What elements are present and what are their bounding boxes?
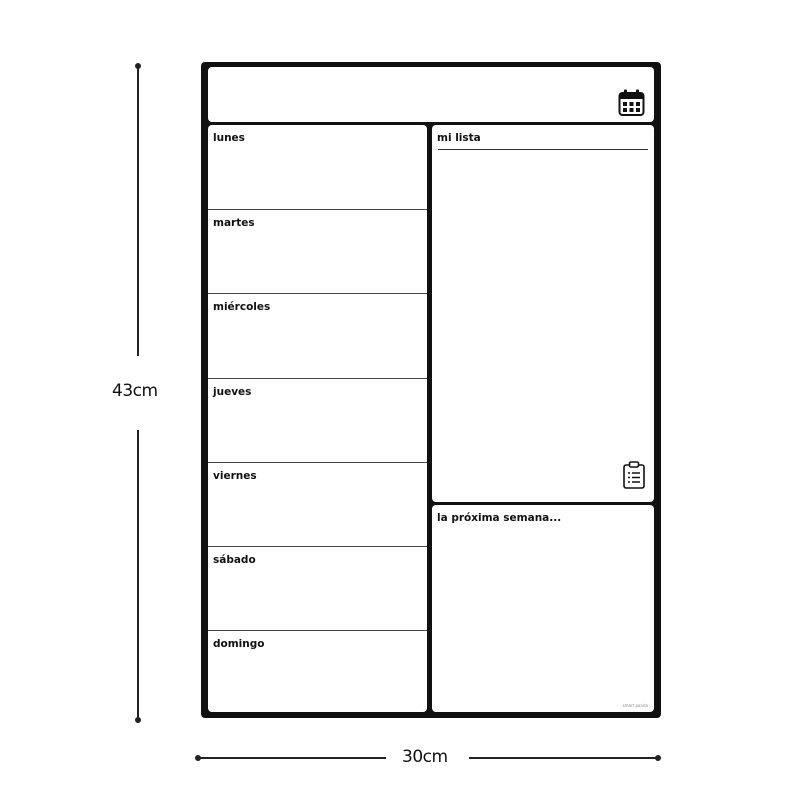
day-label-sabado: sábado (213, 554, 256, 566)
height-dimension-line-top (137, 66, 139, 356)
height-dimension-top-end (135, 63, 141, 69)
day-label-martes: martes (213, 217, 255, 229)
day-row-jueves[interactable] (208, 378, 427, 462)
next-week-title: la próxima semana... (437, 512, 562, 524)
day-label-jueves: jueves (213, 386, 252, 398)
height-dimension-line-bottom (137, 430, 139, 720)
header-panel[interactable] (208, 67, 654, 122)
day-row-domingo[interactable] (208, 630, 427, 712)
brand-logo: smart panda (622, 703, 648, 708)
clipboard-icon (623, 461, 645, 493)
weekly-planner-board (201, 62, 661, 718)
day-row-lunes[interactable] (208, 125, 427, 209)
day-label-domingo: domingo (213, 638, 265, 650)
height-dimension-label: 43cm (112, 381, 158, 401)
next-week-panel[interactable] (432, 505, 654, 712)
height-dimension-bottom-end (135, 717, 141, 723)
width-dimension-right-end (655, 755, 661, 761)
width-dimension-line-left (198, 757, 386, 759)
width-dimension-label: 30cm (402, 747, 448, 767)
calendar-icon (618, 89, 645, 121)
day-row-viernes[interactable] (208, 462, 427, 546)
days-panel (208, 125, 427, 712)
width-dimension-line-right (469, 757, 657, 759)
day-row-martes[interactable] (208, 209, 427, 293)
day-label-lunes: lunes (213, 132, 245, 144)
list-title: mi lista (437, 132, 481, 144)
list-title-underline (438, 149, 648, 150)
day-row-sabado[interactable] (208, 546, 427, 630)
day-row-miercoles[interactable] (208, 293, 427, 378)
day-label-miercoles: miércoles (213, 301, 271, 313)
day-label-viernes: viernes (213, 470, 257, 482)
list-panel[interactable] (432, 125, 654, 502)
